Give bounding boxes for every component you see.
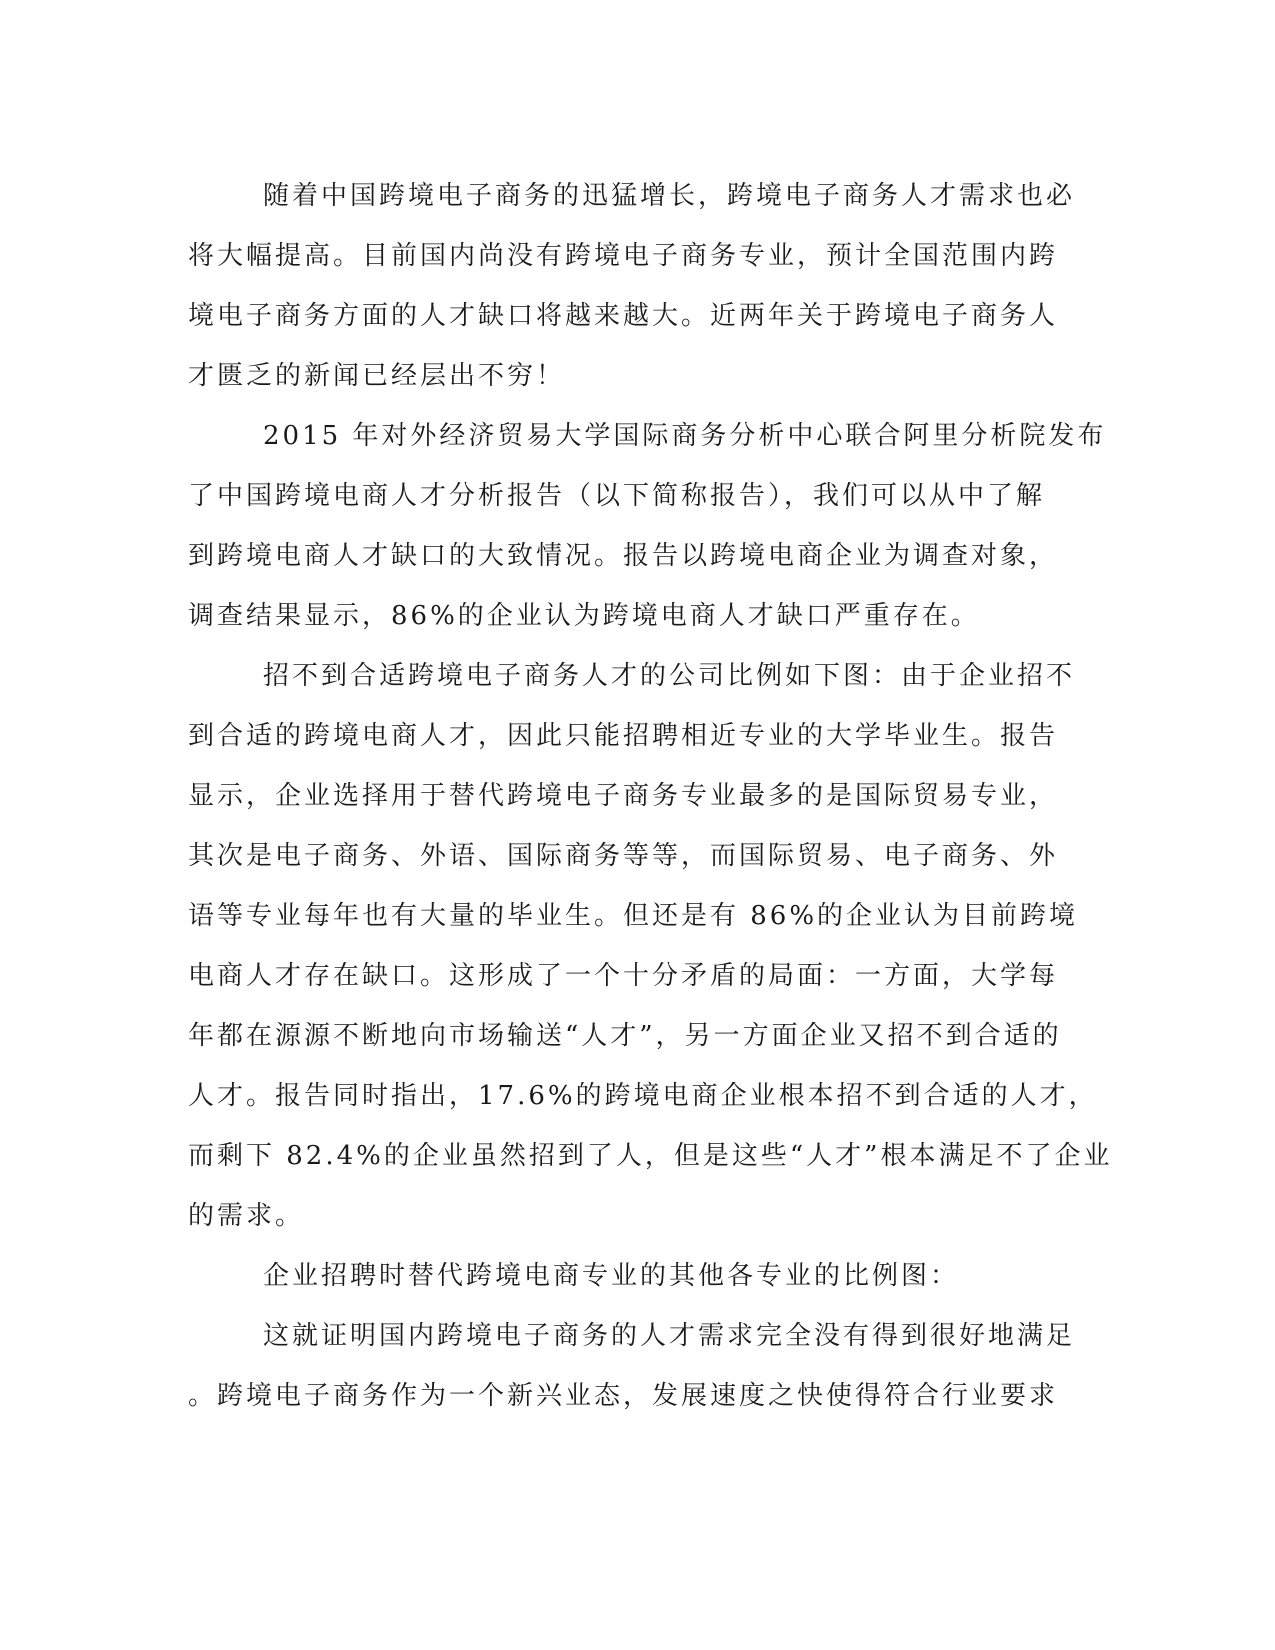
text-line: 的需求。 [188, 1201, 305, 1231]
text-line: 其次是电子商务、外语、国际商务等等，而国际贸易、电子商务、外 [188, 841, 1059, 871]
text-line: 这就证明国内跨境电子商务的人才需求完全没有得到很好地满足 [263, 1321, 1076, 1351]
text-line: 人才。报告同时指出，17.6%的跨境电商企业根本招不到合适的人才， [188, 1081, 1098, 1111]
text-line: 。跨境电子商务作为一个新兴业态，发展速度之快使得符合行业要求 [188, 1381, 1059, 1411]
text-line: 而剩下 82.4%的企业虽然招到了人，但是这些“人才”根本满足不了企业 [188, 1141, 1113, 1171]
text-line: 语等专业每年也有大量的毕业生。但还是有 86%的企业认为目前跨境 [188, 901, 1079, 931]
text-line: 招不到合适跨境电子商务人才的公司比例如下图：由于企业招不 [263, 661, 1076, 691]
text-line: 到合适的跨境电商人才，因此只能招聘相近专业的大学毕业生。报告 [188, 721, 1059, 751]
text-line: 调查结果显示，86%的企业认为跨境电商人才缺口严重存在。 [188, 601, 980, 631]
body-text [188, 166, 1113, 1426]
text-line: 企业招聘时替代跨境电商专业的其他各专业的比例图： [263, 1261, 960, 1291]
text-line: 随着中国跨境电子商务的迅猛增长，跨境电子商务人才需求也必 [263, 181, 1076, 211]
text-line: 到跨境电商人才缺口的大致情况。报告以跨境电商企业为调查对象， [188, 541, 1059, 571]
text-line: 电商人才存在缺口。这形成了一个十分矛盾的局面：一方面，大学每 [188, 961, 1059, 991]
text-line: 将大幅提高。目前国内尚没有跨境电子商务专业，预计全国范围内跨 [188, 241, 1059, 271]
text-line: 年都在源源不断地向市场输送“人才”，另一方面企业又招不到合适的 [188, 1021, 1062, 1051]
text-line: 境电子商务方面的人才缺口将越来越大。近两年关于跨境电子商务人 [188, 301, 1059, 331]
text-line: 2015 年对外经济贸易大学国际商务分析中心联合阿里分析院发布 [263, 421, 1107, 451]
text-line: 了中国跨境电商人才分析报告（以下简称报告），我们可以从中了解 [188, 481, 1046, 511]
text-line: 显示，企业选择用于替代跨境电子商务专业最多的是国际贸易专业， [188, 781, 1059, 811]
text-line: 才匮乏的新闻已经层出不穷！ [188, 361, 566, 391]
